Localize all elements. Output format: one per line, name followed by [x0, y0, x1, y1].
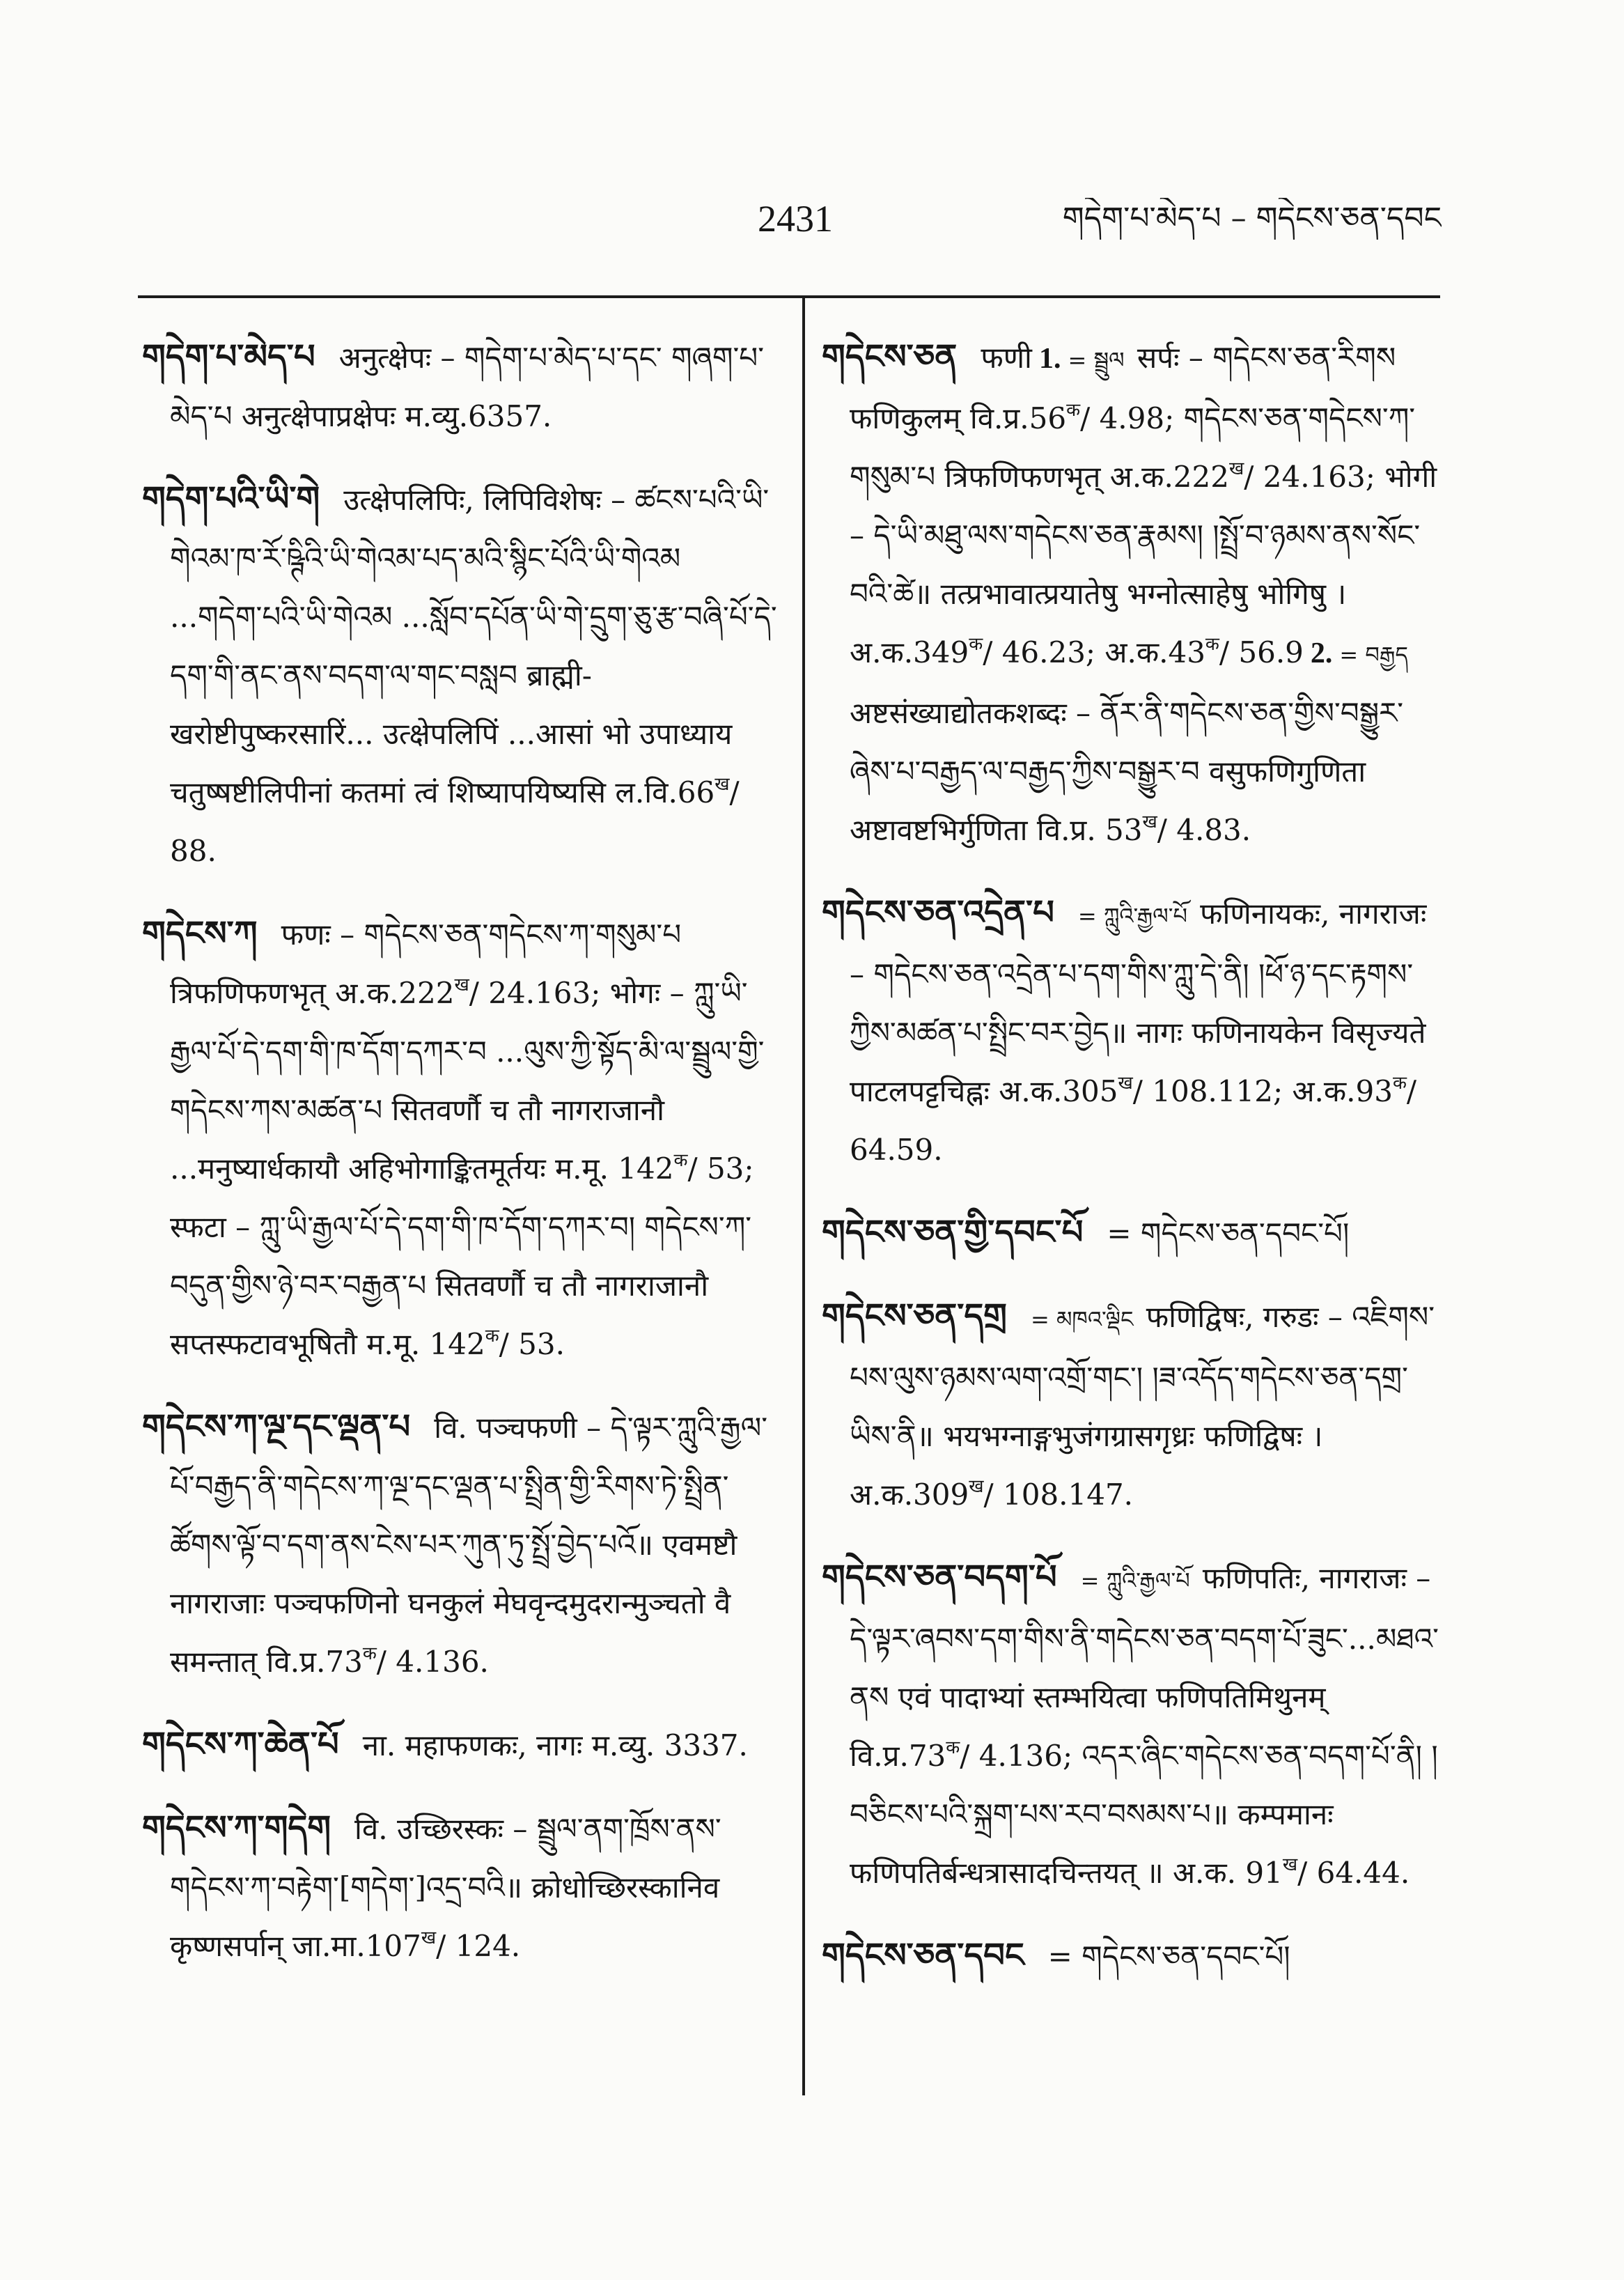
- synonym-gloss: = ཀླུའི་རྒྱལ་པོ: [1080, 1567, 1197, 1594]
- entry-headword: གདེངས་ཅན་བདག་པོ: [822, 1558, 1057, 1597]
- folio-side-superscript: ख: [1118, 1073, 1133, 1094]
- dictionary-entry: [142, 1799, 779, 1976]
- dictionary-entry: [822, 1926, 1443, 1986]
- folio-side-superscript: ख: [421, 1928, 437, 1948]
- entry-text: उत्क्षेपलिपिः, लिपिविशेषः – ཚངས་པའི་ཡི་གེའམ་ཁ་རོ་ཥྚིའི་ཡི་གེའམ་པད་མའི་སྙིང་པོའི་ཡི་གེའམ ...གདེག་པའི་ཡི་གེའམ ...སློབ་དཔོན་ཡི་གེ་དྲུག་ཅུ་རྩ་བཞི་པོ་དེ་དག་གི་ནང་ནས་བདག་ལ་གང་བསླབ ब्राह्मी-खरोष्टीपुष्करसारिं... उत्क्षेपलिपिं ...आसां भो उपाध्याय चतुष्षष्टीलिपीनां कतमां त्वं शिष्यापयिष्यसि ल.वि.66: [170, 483, 777, 809]
- entry-text: = གདེངས་ཅན་དབང་པོ།: [1047, 1939, 1290, 1973]
- folio-side-superscript: क: [362, 1643, 377, 1664]
- entry-text: वि. उच्छिरस्कः – སྦྲུལ་ནག་ཁྲོས་ནས་གདེངས་ཀ་བརྟེག་[གདེག་]འདྲ་བའི॥ क्रोधोच्छिरस्कानिव कृष्णसर्पान् जा.मा.107: [170, 1812, 721, 1963]
- running-head: གདེག་པ་མེད་པ – གདེངས་ཅན་དབང: [1062, 201, 1442, 236]
- entry-text: / 53.: [499, 1327, 565, 1361]
- entry-text: फणः – གདེངས་ཅན་གདེངས་ཀ་གསུམ་པ त्रिफणिफणभृत् अ.क.222: [170, 917, 682, 1010]
- folio-side-superscript: क: [1066, 400, 1081, 421]
- dictionary-entry: [142, 470, 779, 881]
- folio-side-superscript: क: [946, 1737, 960, 1758]
- entry-headword: གདེངས་ཀ་གདེག: [142, 1808, 331, 1847]
- left-column: [142, 327, 779, 2250]
- entry-text: / 46.23; अ.क.43: [983, 635, 1205, 669]
- page-number: 2431: [758, 198, 833, 240]
- sense-number: 1.: [1038, 343, 1061, 375]
- entry-text: फणिपतिः, नागराजः – དེ་ལྟར་ཞབས་དག་གིས་ནི་གདེངས་ཅན་བདག་པོ་ཟུང་...མཐའ་ནས एवं पादाभ्यां स्तम्भयित्वा फणिपतिमिथुनम् वि.प्र.73: [850, 1561, 1439, 1773]
- entry-text: वि. पञ्चफणी – དེ་ལྟར་ཀླུའི་རྒྱལ་པོ་བརྒྱད་ནི་གདེངས་ཀ་ལྔ་དང་ལྡན་པ་སྤྲིན་གྱི་རིགས་ཏེ་སྤྲིན་ཚོགས་ལྟོ་བ་དག་ནས་ངེས་པར་ཀུན་ཏུ་སྤྲོ་བྱེད་པའོ॥ एवमष्टौ नागराजाः पञ्चफणिनो घनकुलं मेघवृन्दमुदरान्मुञ्चतो वै समन्तात् वि.प्र.73: [170, 1411, 768, 1679]
- entry-text: / 24.163; भोगी – དེ་ཡི་མཐུ་ལས་གདེངས་ཅན་རྣམས། །སྤྲོ་བ་ཉམས་ནས་སོང་བའི་ཚེ॥ तत्प्रभावात्प्रयातेषु भग्नोत्साहेषु भोगिषु । अ.क.349: [850, 460, 1437, 669]
- folio-side-superscript: ख: [715, 774, 730, 795]
- entry-text: / 4.83.: [1157, 813, 1251, 847]
- dictionary-entry: [142, 904, 779, 1374]
- dictionary-entry: [142, 1715, 779, 1775]
- right-column: [822, 327, 1443, 2250]
- entry-text: / 88.: [170, 775, 740, 868]
- entry-headword: གདེངས་ཅན་དབང: [822, 1936, 1024, 1975]
- folio-side-superscript: ख: [1142, 812, 1157, 832]
- synonym-gloss: = བརྒྱད: [1339, 642, 1408, 668]
- entry-text: फणिद्विषः, गरुडः – འཇིགས་པས་ལུས་ཉམས་ལག་འགྲོ་གང་། །ཟ་འདོད་གདེངས་ཅན་དགྲ་ཡིས་ནི॥ भयभग्नाङ्गभुजंगग्रासगृध्रः फणिद्विषः । अ.क.309: [850, 1300, 1435, 1512]
- dictionary-entry: [822, 1203, 1443, 1263]
- folio-side-superscript: क: [1392, 1073, 1407, 1094]
- dictionary-entry: [822, 1548, 1443, 1902]
- entry-text: / 64.59.: [850, 1074, 1417, 1167]
- sense-number: 2.: [1310, 637, 1333, 669]
- folio-side-superscript: ख: [1228, 458, 1244, 479]
- dictionary-entry: [822, 1287, 1443, 1524]
- entry-text: अष्टसंख्याद्योतकशब्दः – ནོར་ནི་གདེངས་ཅན་གྱིས་བསྒྱུར་ཞེས་པ་བརྒྱད་ལ་བརྒྱད་ཀྱིས་བསྒྱུར་བ वसुफणिगुणिता अष्टावष्टभिर्गुणिता वि.प्र. 53: [850, 696, 1404, 847]
- dictionary-entry: [142, 327, 779, 446]
- entry-headword: གདེག་པའི་ཡི་གེ: [142, 479, 320, 518]
- entry-headword: གདེངས་ཅན་འདྲེན་པ: [822, 893, 1054, 932]
- entry-text: / 4.136; འདར་ཞིང་གདེངས་ཅན་བདག་པོ་ནི། །བཅིངས་པའི་སྐྲག་པས་རབ་བསམས་པ॥ कम्पमानः फणिपतिर्बन्धत्रासादचिन्तयत् ॥ अ.क. 91: [850, 1739, 1438, 1890]
- entry-headword: གདེངས་ཅན: [822, 337, 958, 376]
- entry-text: / 24.163; भोगः – ཀླུ་ཡི་རྒྱལ་པོ་དེ་དག་གི་ཁ་དོག་དཀར་བ ...ལུས་ཀྱི་སྟོད་མི་ལ་སྦྲུལ་གྱི་གདེངས་ཀས་མཚན་པ सितवर्णौ च तौ नागराजानौ ...मनुष्यार्धकायौ अहिभोगाङ्कितमूर्तयः म.मू. 142: [170, 976, 765, 1186]
- synonym-gloss: = སྦྲུལ: [1068, 347, 1132, 373]
- entry-headword: གདེངས་ཀ་ལྔ་དང་ལྡན་པ: [142, 1407, 411, 1446]
- entry-text: / 56.9: [1219, 635, 1304, 669]
- dictionary-entry: [822, 327, 1443, 860]
- column-divider: [802, 298, 805, 2095]
- folio-side-superscript: क: [673, 1150, 688, 1171]
- header-rule: [138, 295, 1440, 298]
- entry-text: अनुत्क्षेपः – གདེག་པ་མེད་པ་དང་ གཞག་པ་མེད་པ अनुत्क्षेपाप्रक्षेपः म.व्यु.6357.: [170, 341, 765, 433]
- folio-side-superscript: क: [969, 634, 983, 655]
- entry-text: / 108.112; अ.क.93: [1132, 1074, 1393, 1108]
- folio-side-superscript: क: [485, 1326, 499, 1347]
- entry-text: ना. महाफणकः, नागः म.व्यु. 3337.: [362, 1728, 748, 1762]
- entry-text: सर्पः – གདེངས་ཅན་རིགས फणिकुलम् वि.प्र.56: [850, 341, 1396, 435]
- dictionary-entry: [142, 1397, 779, 1691]
- entry-text: / 4.136.: [376, 1645, 489, 1679]
- entry-headword: གདེངས་ཀ་ཆེན་པོ: [142, 1725, 339, 1764]
- entry-text: / 4.98; གདེངས་ཅན་གདེངས་ཀ་གསུམ་པ त्रिफणिफणभृत् अ.क.222: [850, 401, 1416, 494]
- entry-text: / 124.: [436, 1929, 521, 1963]
- entry-text: फणी: [981, 341, 1032, 375]
- folio-side-superscript: क: [1205, 634, 1219, 655]
- entry-text: / 64.44.: [1297, 1856, 1410, 1890]
- entry-text: = གདེངས་ཅན་དབང་པོ།: [1107, 1216, 1350, 1250]
- entry-text: / 53; स्फटा – ཀླུ་ཡི་རྒྱལ་པོ་དེ་དག་གི་ཁ་དོག་དཀར་བ། གདེངས་ཀ་བདུན་གྱིས་ཉེ་བར་བརྒྱན་པ सितवर्णौ च तौ नागराजानौ सप्तस्फटावभूषितौ म.मू. 142: [170, 1151, 754, 1361]
- entry-headword: གདེངས་ཀ: [142, 914, 258, 953]
- entry-text: फणिनायकः, नागराजः – གདེངས་ཅན་འདྲེན་པ་དག་གིས་ཀླུ་དེ་ནི། །ཕོ་ཉ་དང་རྟགས་ཀྱིས་མཚན་པ་སྤྲིང་བར་བྱེད॥ नागः फणिनायकेन विसृज्यते पाटलपट्टचिह्नः अ.क.305: [850, 897, 1427, 1108]
- entry-headword: གདེངས་ཅན་གྱི་དབང་པོ: [822, 1213, 1084, 1252]
- entry-headword: གདེངས་ཅན་དགྲ: [822, 1296, 1007, 1335]
- entry-text: / 108.147.: [983, 1478, 1134, 1512]
- folio-side-superscript: ख: [969, 1476, 984, 1497]
- synonym-gloss: = མཁའ་ལྡིང: [1030, 1306, 1141, 1333]
- synonym-gloss: = ཀླུའི་རྒྱལ་པོ: [1077, 903, 1195, 929]
- folio-side-superscript: ख: [1282, 1854, 1298, 1875]
- folio-side-superscript: ख: [454, 975, 469, 995]
- entry-headword: གདེག་པ་མེད་པ: [142, 337, 315, 376]
- dictionary-entry: [822, 883, 1443, 1179]
